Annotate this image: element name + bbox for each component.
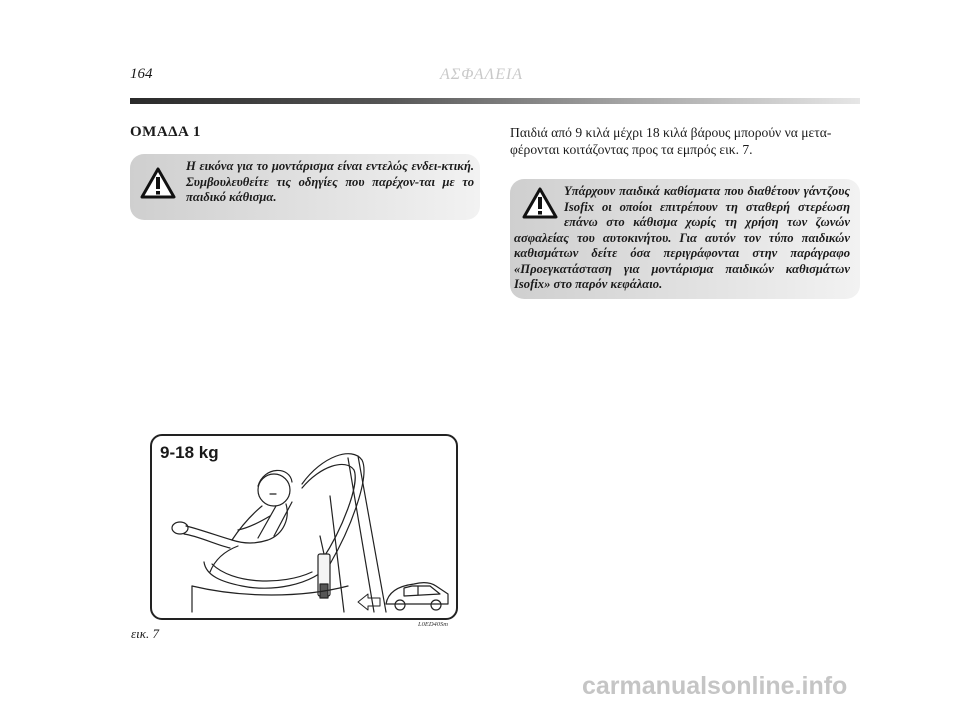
child-seat-illustration [152, 436, 456, 618]
header-rule [130, 98, 860, 104]
warning-box-right [510, 179, 860, 299]
body-paragraph: Παιδιά από 9 κιλά μέχρι 18 κιλά βάρους μπορούν να μετα-φέρονται κοιτάζοντας προς τα εμπρός εικ. 7. [510, 125, 832, 157]
warning-text: Υπάρχουν παιδικά καθίσματα που διαθέτουν γάντζους Isofix οι οποίοι επιτρέπουν τη σταθερή στερέωση επάνω στο κάθισμα χωρίς τη χρήση των ζωνών ασφαλείας του αυτοκινήτου. Για αυτόν τον τύπο παιδικών καθισμάτων δείτε όσα περιγράφονται στην παράγραφο «Προεγκατάσταση για μοντάρισμα παιδικών καθισμάτων Isofix» στο παρόν κεφάλαιο. [514, 184, 850, 291]
page-number: 164 [130, 66, 153, 82]
figure-frame [150, 434, 458, 620]
warning-text-container [514, 184, 850, 293]
figure-code: L0ED40Sm [418, 621, 448, 628]
figure-caption: εικ. 7 [131, 626, 159, 641]
watermark: carmanualsonline.info [582, 672, 848, 700]
section-title: ΟΜΑΔΑ 1 [130, 124, 201, 140]
figure-weight-label: 9-18 kg [160, 443, 219, 462]
warning-triangle-icon [140, 167, 176, 199]
page-header-title: ΑΣΦΑΛΕΙΑ [440, 66, 524, 83]
warning-text: Η εικόνα για το μοντάρισμα είναι εντελώς ενδει-κτική. Συμβουλευθείτε τις οδηγίες που παρέχον-ται με το παιδικό κάθισμα. [186, 159, 474, 204]
warning-box-left [130, 154, 480, 220]
